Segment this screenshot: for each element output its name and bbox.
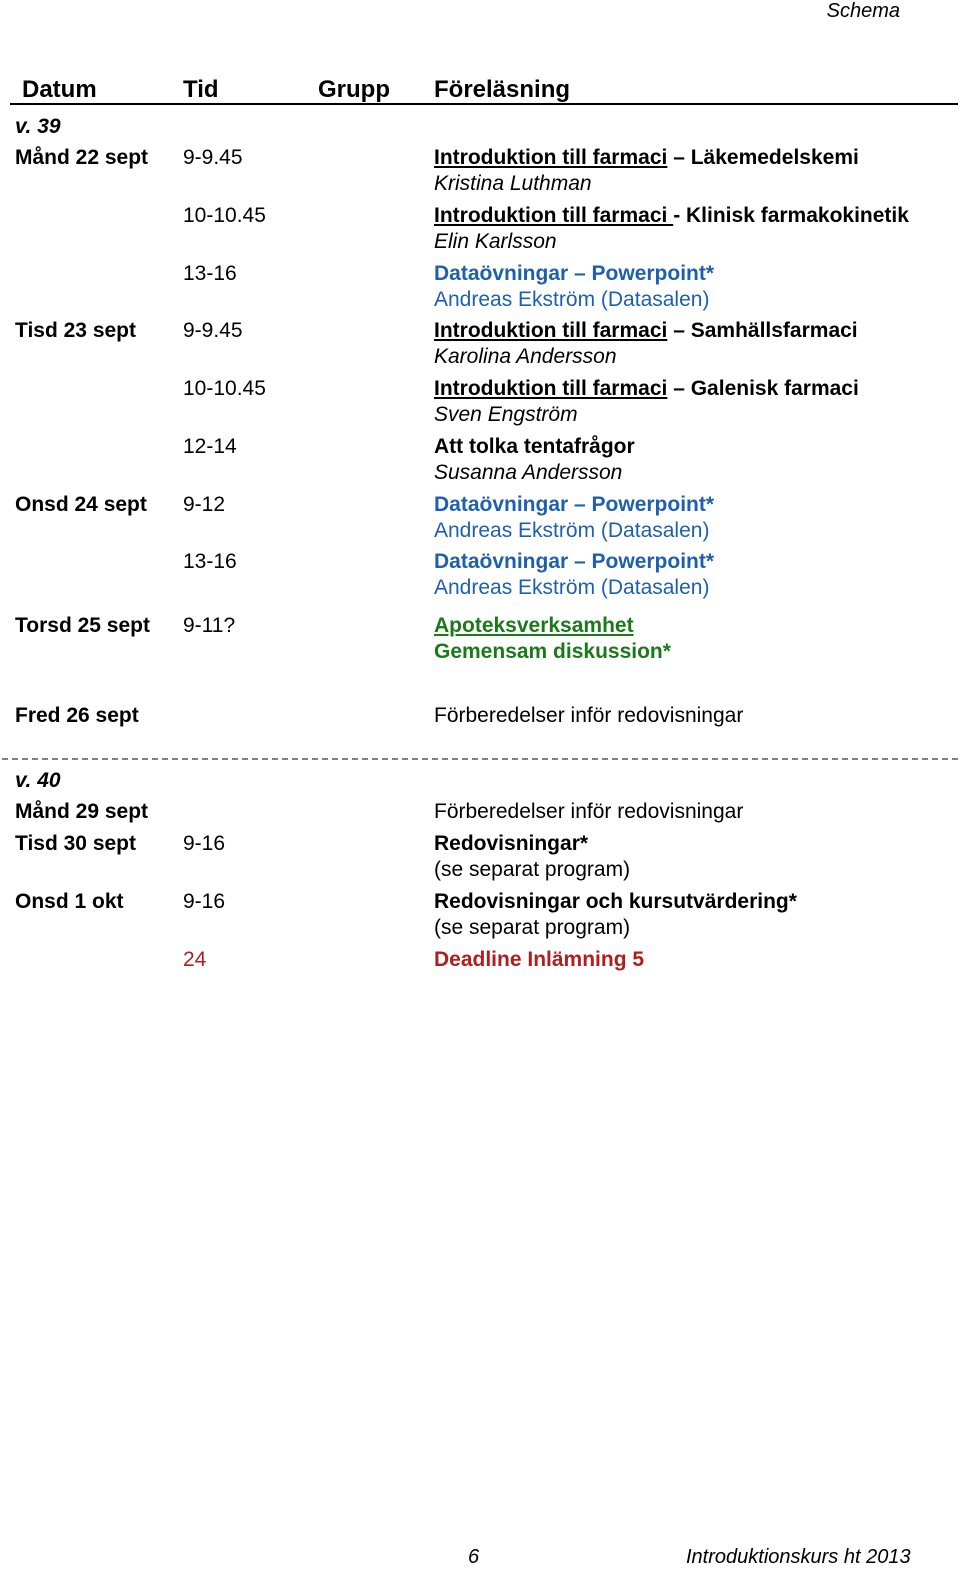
date-cell: Månd 29 sept [15, 800, 149, 823]
time-cell: 9-16 [183, 890, 226, 913]
time-cell: 9-16 [183, 832, 226, 855]
lecture-subtitle: Gemensam diskussion* [434, 640, 671, 663]
lecture-title: Apoteksverksamhet [434, 614, 634, 637]
lecture-title: Att tolka tentafrågor [434, 435, 635, 458]
date-cell: Onsd 1 okt [15, 890, 124, 913]
lecture-title [434, 319, 858, 343]
date-cell: Onsd 24 sept [15, 493, 147, 516]
teacher-name: Susanna Andersson [434, 461, 623, 484]
date-cell: Torsd 25 sept [15, 614, 150, 637]
page-number: 6 [468, 1546, 480, 1568]
teacher-name: Karolina Andersson [434, 345, 617, 368]
column-header-datum: Datum [22, 76, 97, 103]
column-header-tid: Tid [183, 76, 219, 103]
lecture-title [434, 146, 859, 170]
week-label: v. 40 [15, 769, 61, 792]
teacher-name: Andreas Ekström (Datasalen) [434, 519, 710, 542]
lab-title: Dataövningar – Powerpoint* [434, 262, 715, 285]
course-link: Introduktion till farmaci [434, 146, 668, 169]
week-divider [2, 758, 958, 760]
time-cell: 13-16 [183, 550, 237, 573]
lecture-title [434, 204, 909, 228]
date-cell: Tisd 23 sept [15, 319, 136, 342]
time-cell: 9-11? [183, 614, 236, 637]
lecture-title: Redovisningar* [434, 832, 589, 855]
column-header-forelasning: Föreläsning [434, 76, 571, 103]
dash: – [673, 319, 691, 342]
time-cell: 12-14 [183, 435, 237, 458]
time-cell: 9-9.45 [183, 319, 243, 342]
lab-title: Dataövningar – Powerpoint* [434, 550, 715, 573]
lecture-subtitle: (se separat program) [434, 916, 631, 939]
footer-course: Introduktionskurs ht 2013 [686, 1546, 911, 1568]
dash: – [673, 146, 691, 169]
week-label: v. 39 [15, 115, 61, 138]
date-cell: Månd 22 sept [15, 146, 149, 169]
header-divider [10, 103, 958, 105]
time-cell: 10-10.45 [183, 204, 266, 227]
teacher-name: Kristina Luthman [434, 172, 592, 195]
course-link: Introduktion till farmaci [434, 319, 668, 342]
time-cell: 9-9.45 [183, 146, 243, 169]
lecture-topic: Samhällsfarmaci [690, 319, 858, 342]
time-cell: 9-12 [183, 493, 226, 516]
document-header: Schema [826, 0, 900, 22]
lecture-topic: Galenisk farmaci [690, 377, 859, 400]
lecture-topic: Läkemedelskemi [690, 146, 859, 169]
lecture-topic: - Klinisk farmakokinetik [673, 204, 909, 227]
column-header-grupp: Grupp [318, 76, 390, 103]
course-link: Introduktion till farmaci [434, 204, 674, 227]
time-cell: 10-10.45 [183, 377, 266, 400]
course-link: Introduktion till farmaci [434, 377, 668, 400]
lecture-title [434, 377, 859, 401]
lecture-subtitle: (se separat program) [434, 858, 631, 881]
time-cell: 24 [183, 948, 207, 971]
lab-title: Dataövningar – Powerpoint* [434, 493, 715, 516]
teacher-name: Elin Karlsson [434, 230, 557, 253]
lecture-title: Redovisningar och kursutvärdering* [434, 890, 797, 913]
dash: – [673, 377, 691, 400]
teacher-name: Andreas Ekström (Datasalen) [434, 288, 710, 311]
teacher-name: Sven Engström [434, 403, 578, 426]
activity-title: Förberedelser inför redovisningar [434, 704, 744, 727]
teacher-name: Andreas Ekström (Datasalen) [434, 576, 710, 599]
time-cell: 13-16 [183, 262, 237, 285]
activity-title: Förberedelser inför redovisningar [434, 800, 744, 823]
date-cell: Tisd 30 sept [15, 832, 136, 855]
date-cell: Fred 26 sept [15, 704, 139, 727]
deadline-title: Deadline Inlämning 5 [434, 948, 645, 971]
